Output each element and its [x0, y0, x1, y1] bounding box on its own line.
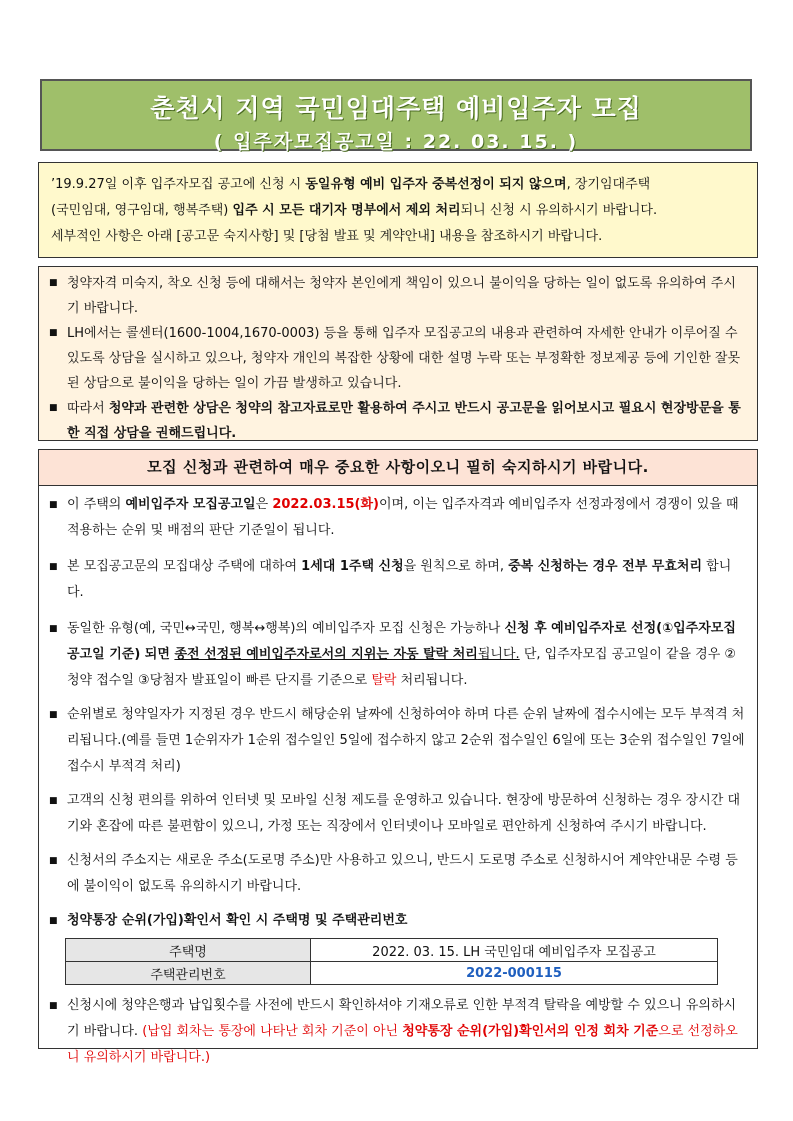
item-priority-dates: ■ 순위별로 청약일자가 지정된 경우 반드시 해당순위 날짜에 신청하여야 하며 다른 순위 날짜에 접수시에는 모두 부적격 처리됩니다.(예를 들면 1순위자가 1순위 접수일인 5일에 접수하지 않고 2순위 접수일인 6일에 또는 3순위 접수일인 7일에 접수시 부적격 처리)	[45, 702, 747, 780]
housing-info-table	[65, 938, 718, 985]
notice-line-2: (국민임대, 영구임대, 행복주택) 입주 시 모든 대기자 명부에서 제외 처리되니 신청 시 유의하시기 바랍니다.	[51, 203, 658, 218]
table-row	[66, 939, 718, 962]
item-duplicate-rule: ■ 동일한 유형(예, 국민↔국민, 행복↔행복)의 예비입주자 모집 신청은 가능하나 신청 후 예비입주자로 선정(①입주자모집 공고일 기준) 되면 종전 선정된 예비입주자로서의 지위는 자동 탈락 처리됩니다. 단, 입주자모집 공고일이 같을 경우 ②청약 접수일 ③당첨자 발표일이 빠른 단지를 기준으로 탈락 처리됩니다.	[45, 616, 747, 694]
important-section	[38, 449, 758, 1065]
housing-id-value: 2022-000115	[311, 962, 718, 985]
housing-id-label: 주택관리번호	[66, 962, 311, 985]
item-online-application: ■ 고객의 신청 편의를 위하여 인터넷 및 모바일 신청 제도를 운영하고 있습니다. 현장에 방문하여 신청하는 경우 장시간 대기와 혼잡에 따른 불편함이 있으니, 가정 또는 직장에서 인터넷이나 모바일로 편안하게 신청하여 주시기 바랍니다.	[45, 788, 747, 840]
page-title: 춘천시 지역 국민임대주택 예비입주자 모집	[150, 94, 642, 123]
notice-box	[38, 162, 758, 258]
item-bankbook-check: ■ 청약통장 순위(가입)확인서 확인 시 주택명 및 주택관리번호	[45, 908, 747, 934]
caution-item-3: ■ 따라서 청약과 관련한 상담은 청약의 참고자료로만 활용하여 주시고 반드시 공고문을 읽어보시고 필요시 현장방문을 통한 직접 상담을 권해드립니다.	[49, 396, 745, 446]
item-bank-check: ■ 신청시에 청약은행과 납입횟수를 사전에 반드시 확인하셔야 기재오류로 인한 부적격 탈락을 예방할 수 있으니 유의하시기 바랍니다. (납입 회차는 통장에 나타난 회차 기준이 아닌 청약통장 순위(가입)확인서의 인정 회차 기준으로 선정하오니 유의하시기 바랍니다.)	[45, 993, 747, 1071]
caution-item-2: ■ LH에서는 콜센터(1600-1004,1670-0003) 등을 통해 입주자 모집공고의 내용과 관련하여 자세한 안내가 이루어질 수 있도록 상담을 실시하고 있으나, 청약자 개인의 복잡한 상황에 대한 설명 누락 또는 부정확한 정보제공 등에 기인한 잘못된 상담으로 불이익을 당하는 일이 가끔 발생하고 있습니다.	[49, 321, 745, 396]
table-row	[66, 962, 718, 985]
caution-item-1: ■ 청약자격 미숙지, 착오 신청 등에 대해서는 청약자 본인에게 책임이 있으니 불이익을 당하는 일이 없도록 유의하여 주시기 바랍니다.	[49, 271, 745, 321]
item-single-application: ■ 본 모집공고문의 모집대상 주택에 대하여 1세대 1주택 신청을 원칙으로 하며, 중복 신청하는 경우 전부 무효처리 합니다.	[45, 554, 747, 606]
notice-line-1: ’19.9.27일 이후 입주자모집 공고에 신청 시 동일유형 예비 입주자 중복선정이 되지 않으며, 장기임대주택	[51, 177, 651, 192]
notice-line-3: 세부적인 사항은 아래 [공고문 숙지사항] 및 [당첨 발표 및 계약안내] 내용을 참조하시기 바랍니다.	[51, 229, 603, 244]
item-announcement-date: ■ 이 주택의 예비입주자 모집공고일은 2022.03.15(화)이며, 이는 입주자격과 예비입주자 선정과정에서 경쟁이 있을 때 적용하는 순위 및 배점의 판단 기준일이 됩니다.	[45, 492, 747, 544]
item-address: ■ 신청서의 주소지는 새로운 주소(도로명 주소)만 사용하고 있으니, 반드시 도로명 주소로 신청하시어 계약안내문 수령 등에 불이익이 없도록 유의하시기 바랍니다.	[45, 848, 747, 900]
title-banner	[40, 79, 752, 151]
section-header: 모집 신청과 관련하여 매우 중요한 사항이오니 필히 숙지하시기 바랍니다.	[39, 450, 757, 486]
announcement-date: ( 입주자모집공고일 : 22. 03. 15. )	[213, 131, 579, 153]
caution-box	[38, 266, 758, 441]
housing-name-value: 2022. 03. 15. LH 국민임대 예비입주자 모집공고	[311, 939, 718, 962]
housing-name-label: 주택명	[66, 939, 311, 962]
